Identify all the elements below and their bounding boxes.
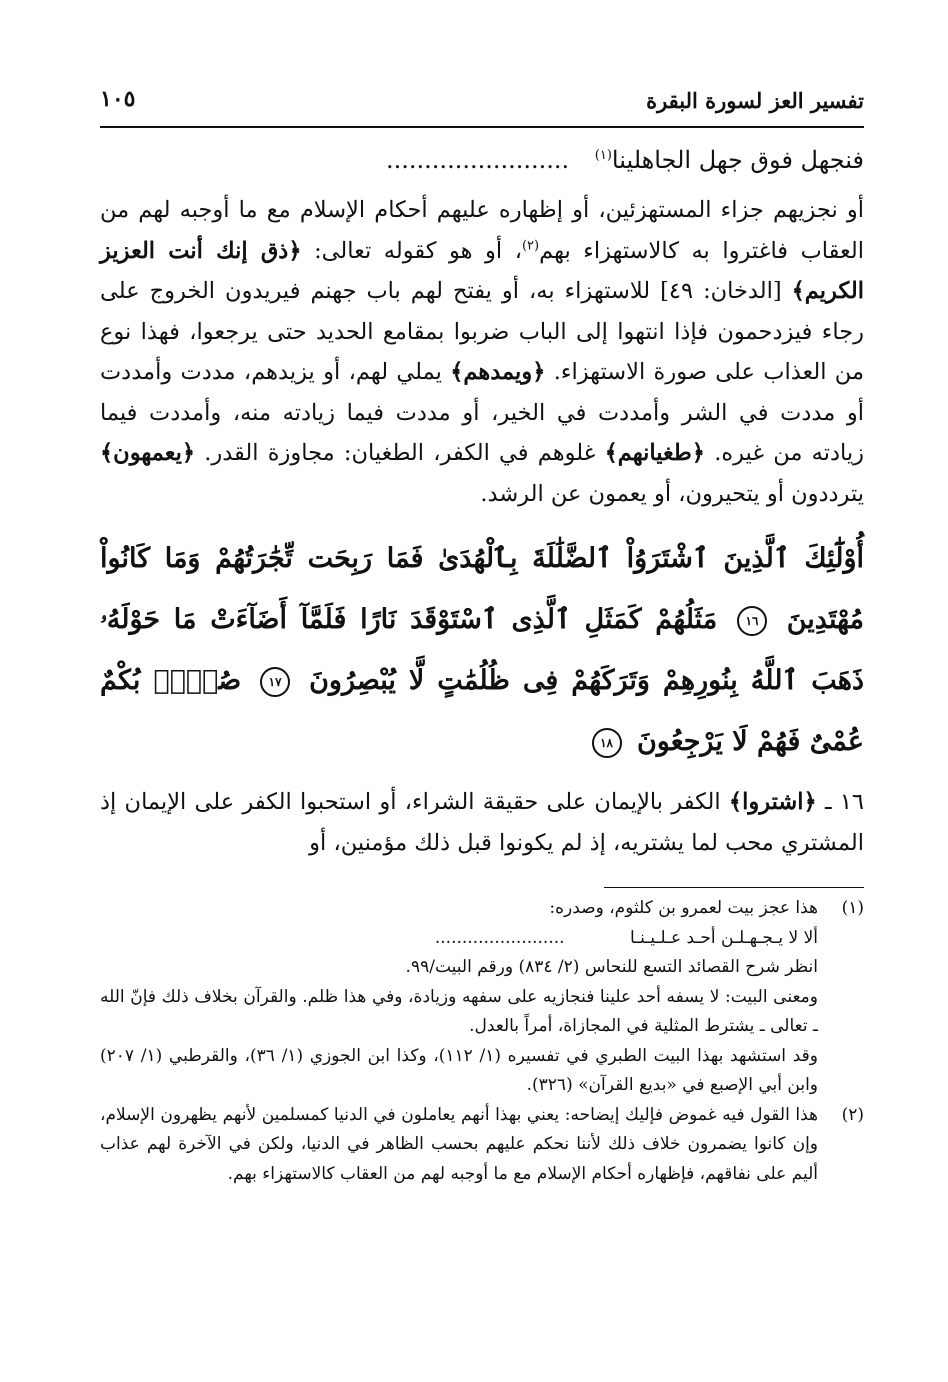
footnote-body <box>100 1101 818 1190</box>
running-title: تفسير العز لسورة البقرة <box>646 88 864 113</box>
footnote-marker: (١) <box>841 898 864 918</box>
quran-verses-block <box>100 528 864 772</box>
footnote-line: هذا عجز بيت لعمرو بن كلثوم، وصدره: <box>549 898 818 918</box>
footnote-ref[interactable]: (٢) <box>521 238 540 253</box>
text-run: الكفر بالإيمان على حقيقة الشراء، أو استحبوا الكفر على الإيمان إذ المشتري محب لما يشتريه، إذ لم يكونوا قبل ذلك مؤمنين، أو <box>100 789 864 856</box>
quran-quote: ﴿اشتروا﴾ <box>728 789 817 815</box>
commentary-paragraph <box>100 190 864 514</box>
ayah-text: مَثَلُهُمْ كَمَثَلِ ٱلَّذِى ٱسْتَوْقَدَ نَارًا فَلَمَّآ أَضَآءَتْ مَا حَوْلَهُۥ ذَهَبَ ٱللَّهُ بِنُورِهِمْ وَتَرَكَهُمْ فِى ظُلُمَٰتٍ لَّا يُبْصِرُونَ <box>100 604 864 696</box>
text-run: [الدخان: ٤٩] للاستهزاء به، أو يفتح لهم باب جهنم فيريدون الخروج على رجاء فيزدحمون فإذا انتهوا إلى الباب ضربوا بمقامع الحديد حتى يرجعوا، فهذا نوع من العذاب على صورة الاستهزاء. <box>100 278 864 385</box>
ayah-text: أُوْلَٰٓئِكَ ٱلَّذِينَ ٱشْتَرَوُاْ ٱلضَّلَٰلَةَ بِٱلْهُدَىٰ فَمَا رَبِحَت تِّجَٰرَتُهُمْ وَمَا كَانُواْ مُهْتَدِينَ <box>100 543 864 635</box>
quran-quote: ﴿ويمدهم﴾ <box>450 359 546 385</box>
footnote-line: وقد استشهد بهذا البيت الطبري في تفسيره (١/ ١١٢)، وكذا ابن الجوزي (١/ ٣٦)، والقرطبي (١/ ٢٠٧) وابن أبي الإصبع في «بديع القرآن» (٣٢٦). <box>100 1045 818 1095</box>
verse-number: ١٦ ـ <box>816 789 864 815</box>
ayah-number-mark: ١٨ <box>592 728 622 758</box>
ayah-text: صُمٌّۢ بُكْمٌ عُمْىٌ فَهُمْ لَا يَرْجِعُونَ <box>100 665 864 757</box>
poem-ellipsis: ........................ <box>434 927 565 948</box>
verse-text: فنجهل فوق جهل الجاهلينا <box>611 146 864 174</box>
verse-ellipsis: ........................ <box>386 146 570 174</box>
footnote-item <box>100 1101 864 1190</box>
text-run: أو نجزيهم جزاء المستهزئين، أو إظهاره عليهم أحكام الإسلام مع ما أوجبه لهم من العقاب فاغتروا به كالاستهزاء بهم <box>100 197 865 264</box>
page-header <box>100 70 864 128</box>
ayah-number-mark: ١٦ <box>737 606 767 636</box>
footnote-ref[interactable]: (١) <box>594 148 612 163</box>
footnotes-section <box>100 894 864 1189</box>
text-run: يملي لهم، أو يزيدهم، مددت وأمددت أو مددت في الشر وأمددت في الخير، أو مددت فيما زيادته منه، وأمددت فيما زيادته من غيره. <box>100 359 865 466</box>
ayah-number-mark: ١٧ <box>260 667 290 697</box>
text-run: ، أو هو كقوله تعالى: <box>301 237 522 264</box>
page-number: ١٠٥ <box>100 86 136 112</box>
poem-line <box>100 924 818 954</box>
text-run: يترددون أو يتحيرون، أو يعمون عن الرشد. <box>480 480 864 507</box>
text-run: غلوهم في الكفر، الطغيان: مجاوزة القدر. <box>195 440 605 466</box>
poetry-verse-line <box>100 140 864 180</box>
footnote-line: هذا القول فيه غموض فإليك إيضاحه: يعني بهذا أنهم يعاملون في الدنيا كمسلمين لأنهم يظهرون الإسلام، وإن كانوا يضمرون خلاف ذلك لأننا نحكم عليهم بحسب الظاهر في الدنيا، ولكن في الآخرة لهم عذاب أليم على نفاقهم، فإظهاره أحكام الإسلام مع ما أوجبه لهم من العقاب كالاستهزاء بهم. <box>100 1104 818 1184</box>
quran-quote: ﴿يعمهون﴾ <box>100 440 196 466</box>
book-page <box>100 70 864 1189</box>
footnote-marker: (٢) <box>841 1104 864 1125</box>
footnote-item <box>100 894 864 1101</box>
poem-half: ألا لا يـجـهـلـن أحـد عـلـيـنـا <box>629 927 818 948</box>
footnote-line: انظر شرح القصائد التسع للنحاس (٢/ ٨٣٤) ورقم البيت/٩٩. <box>405 957 818 977</box>
footnote-line: ومعنى البيت: لا يسفه أحد علينا فنجازيه على سفهه وزيادة، وفي هذا ظلم. والقرآن بخلاف ذلك فإنّ الله ـ تعالى ـ يشترط المثلية في المجازاة، أمراً بالعدل. <box>100 986 818 1036</box>
quran-quote: ﴿ذق إنك أنت العزيز الكريم﴾ <box>100 237 864 304</box>
commentary-paragraph <box>100 782 864 863</box>
quran-quote: ﴿طغيانهم﴾ <box>604 440 705 466</box>
footnote-separator <box>604 887 864 888</box>
footnote-body <box>100 894 818 1101</box>
